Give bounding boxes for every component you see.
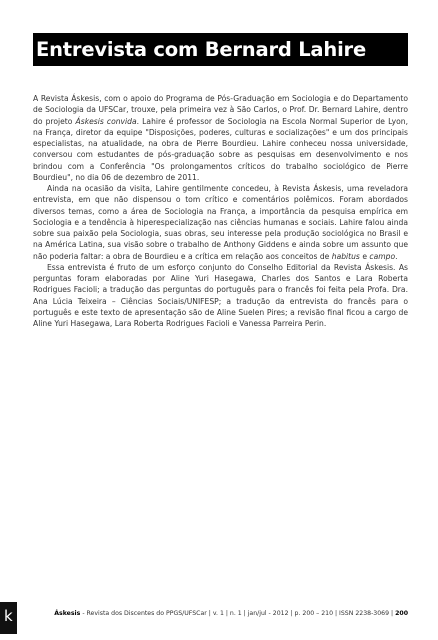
footer-citation: - Revista dos Discentes do PPGS/UFSCar | v. 1 | n. 1 | jan/jul - 2012 | p. 200 – 210 | ISSN 2238-3069 | <box>80 610 396 617</box>
article-intro <box>33 93 408 329</box>
p2-text-mid: e <box>359 251 370 261</box>
paragraph-2 <box>33 183 408 262</box>
footer-page-number: 200 <box>395 610 408 617</box>
page-title: Entrevista com Bernard Lahire <box>36 38 367 61</box>
journal-logo <box>0 602 17 634</box>
p2-emphasis-campo: campo <box>369 251 396 261</box>
paragraph-3: Essa entrevista é fruto de um esforço conjunto do Conselho Editorial da Revista Áskesis. As perguntas foram elaboradas por Aline Yuri Hasegawa, Charles dos Santos e Lara Roberta Rodrigues Facioli; a tradução das perguntas do português para o francês foi feita pela Profa. Dra. Ana Lúcia Teixeira – Ciências Sociais/UNIFESP; a tradução da entrevista do francês para o português e este texto de apresentação são de Aline Suelen Pires; a revisão final ficou a cargo de Aline Yuri Hasegawa, Lara Roberta Rodrigues Facioli e Vanessa Parreira Perin. <box>33 262 408 328</box>
p2-text-end: . <box>395 251 398 261</box>
p1-emphasis: Áskesis convida <box>75 116 137 126</box>
footer-journal-name: Áskesis <box>54 610 81 617</box>
page-footer <box>54 610 408 617</box>
p2-emphasis-habitus: habitus <box>331 251 360 261</box>
paragraph-1 <box>33 93 408 183</box>
p1-text-b: . Lahire é professor de Sociologia na Escola Normal Superior de Lyon, na França, diretor da equipe "Disposições, poderes, culturas e socializações" e um dos principais especialistas, na atualidade, na obra de Pierre Bourdieu. Lahire conheceu nossa universidade, conversou com estudantes de pós-graduação sobre as pesquisas em desenvolvimento e nos brindou com a Conferência "Os prolongamentos críticos do trabalho sociológico de Pierre Bourdieu", no dia 06 de dezembro de 2011. <box>33 116 409 182</box>
p2-text-a: Ainda na ocasião da visita, Lahire gentilmente concedeu, à Revista Áskesis, uma reveladora entrevista, em que não dispensou o tom crítico e comentários polêmicos. Foram abordados diversos temas, como a área de Sociologia na França, a importância da pesquisa empírica em Sociologia e a tendência à hiperespecialização nas ciências humanas e sociais. Lahire falou ainda sobre sua paixão pela Sociologia, suas obras, seu interesse pela produção sociológica no Brasil e na América Latina, sua visão sobre o trabalho de Anthony Giddens e ainda sobre um assunto que não poderia faltar: a obra de Bourdieu e a crítica em relação aos conceitos de <box>33 184 408 261</box>
p1-text-a: A Revista Áskesis, com o apoio do Programa de Pós-Graduação em Sociologia e do Departamento de Sociologia da UFSCar, trouxe, pela primeira vez à São Carlos, o Prof. Dr. Bernard Lahire, dentro do projeto <box>33 94 408 126</box>
logo-letter: k <box>4 607 13 625</box>
title-banner <box>33 33 408 66</box>
